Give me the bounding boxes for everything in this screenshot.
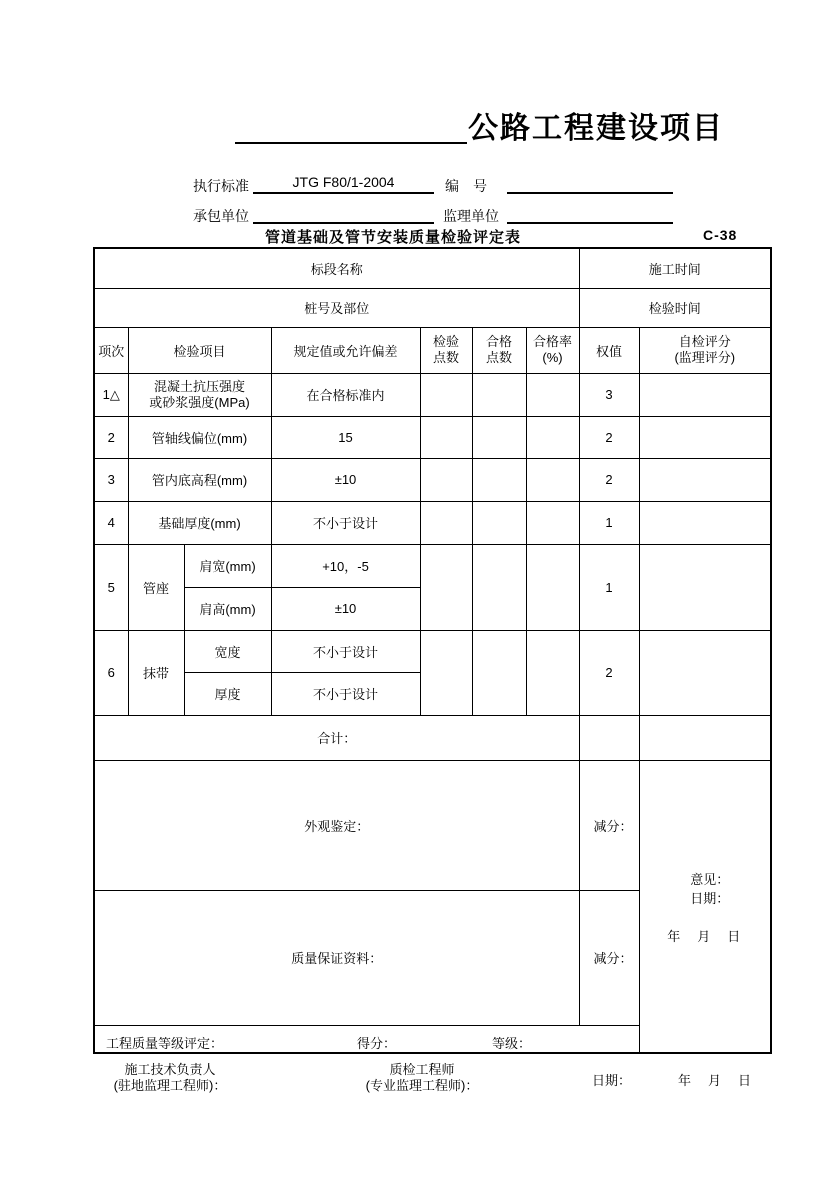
construction-signer-line2: (驻地监理工程师)： — [113, 1078, 227, 1093]
row1-pass-rate — [526, 373, 579, 416]
row1-spec: 在合格标准内 — [271, 373, 420, 416]
col-pass-points: 合格 点数 — [472, 327, 526, 373]
table-row — [94, 373, 771, 416]
row3-pass-rate — [526, 458, 579, 501]
footer-ymd: 年 月 日 — [678, 1073, 754, 1088]
number-blank — [507, 173, 673, 194]
row3-pass-points — [472, 458, 526, 501]
row6a-spec: 不小于设计 — [271, 630, 420, 672]
opinion-label: 意见： — [690, 872, 730, 888]
row6b-spec: 不小于设计 — [271, 672, 420, 715]
col-spec: 规定值或允许偏差 — [271, 327, 420, 373]
quality-assurance-label: 质量保证资料： — [94, 890, 579, 1025]
row5-group: 管座 — [128, 544, 184, 630]
inspection-time-cell: 检验时间 — [579, 288, 771, 327]
row5-pass-points — [472, 544, 526, 630]
total-weight-cell — [579, 715, 639, 760]
row2-check-points — [420, 416, 472, 458]
row3-item: 管内底高程(mm) — [128, 458, 271, 501]
total-label: 合计： — [94, 715, 579, 760]
col-check-points: 检验 点数 — [420, 327, 472, 373]
row2-score — [639, 416, 771, 458]
grade-cell — [94, 1025, 639, 1053]
row4-item: 基础厚度(mm) — [128, 501, 271, 544]
supervisor-label: 监理单位 — [443, 208, 499, 224]
row3-no: 3 — [94, 458, 128, 501]
form-code: C-38 — [703, 227, 738, 243]
row5a-spec: +10，-5 — [271, 544, 420, 587]
construction-signer-line1: 施工技术负责人 — [124, 1062, 216, 1077]
row6a-item: 宽度 — [184, 630, 271, 672]
info-row-1 — [94, 248, 771, 288]
row2-weight: 2 — [579, 416, 639, 458]
row4-score — [639, 501, 771, 544]
row5b-item: 肩高(mm) — [184, 587, 271, 630]
row5a-item: 肩宽(mm) — [184, 544, 271, 587]
row1-item: 混凝土抗压强度 或砂浆强度(MPa) — [128, 373, 271, 416]
col-item: 检验项目 — [128, 327, 271, 373]
section-name-cell: 标段名称 — [94, 248, 579, 288]
row1-weight: 3 — [579, 373, 639, 416]
row2-pass-points — [472, 416, 526, 458]
row1-no: 1△ — [94, 373, 128, 416]
quality-deduction-label: 减分： — [579, 890, 639, 1025]
contractor-blank — [253, 203, 434, 224]
row6-group: 抹带 — [128, 630, 184, 715]
header-row — [94, 327, 771, 373]
level-label: 等级： — [492, 1035, 532, 1051]
row6b-item: 厚度 — [184, 672, 271, 715]
appearance-label: 外观鉴定： — [94, 760, 579, 890]
qc-engineer-line2: (专业监理工程师)： — [365, 1078, 479, 1093]
qc-engineer-line1: 质检工程师 — [389, 1062, 455, 1077]
row6-no: 6 — [94, 630, 128, 715]
row4-spec: 不小于设计 — [271, 501, 420, 544]
col-pass-rate: 合格率 (%) — [526, 327, 579, 373]
total-row — [94, 715, 771, 760]
table-row — [94, 630, 771, 672]
opinion-ymd: 年 月 日 — [667, 929, 743, 945]
col-score: 自检评分 (监理评分) — [639, 327, 771, 373]
row5-score — [639, 544, 771, 630]
row2-item: 管轴线偏位(mm) — [128, 416, 271, 458]
number-label: 编 号 — [445, 178, 487, 194]
opinion-date-label: 日期： — [690, 891, 730, 907]
opinion-cell — [639, 760, 771, 1053]
row6-weight: 2 — [579, 630, 639, 715]
table-caption: 管道基础及管节安装质量检验评定表 — [265, 229, 522, 246]
row4-pass-rate — [526, 501, 579, 544]
appearance-deduction-label: 减分： — [579, 760, 639, 890]
row5-pass-rate — [526, 544, 579, 630]
col-no: 项次 — [94, 327, 128, 373]
inspection-table — [93, 247, 772, 1054]
title-blank-underline — [235, 125, 467, 144]
row4-pass-points — [472, 501, 526, 544]
row5-weight: 1 — [579, 544, 639, 630]
table-row — [94, 501, 771, 544]
row6-score — [639, 630, 771, 715]
standard-label: 执行标准 — [193, 178, 249, 194]
construction-time-cell: 施工时间 — [579, 248, 771, 288]
score-label: 得分： — [357, 1035, 397, 1051]
footer-date-label: 日期： — [592, 1073, 632, 1088]
row2-spec: 15 — [271, 416, 420, 458]
row6-check-points — [420, 630, 472, 715]
row1-score — [639, 373, 771, 416]
row3-spec: ±10 — [271, 458, 420, 501]
row4-weight: 1 — [579, 501, 639, 544]
page-title: 公路工程建设项目 — [468, 112, 724, 145]
row4-check-points — [420, 501, 472, 544]
row4-no: 4 — [94, 501, 128, 544]
qc-engineer-block — [337, 1062, 507, 1094]
contractor-label: 承包单位 — [193, 208, 249, 224]
row3-check-points — [420, 458, 472, 501]
standard-value: JTG F80/1-2004 — [253, 173, 434, 194]
total-score-cell — [639, 715, 771, 760]
table-row — [94, 544, 771, 587]
row1-pass-points — [472, 373, 526, 416]
appearance-row — [94, 760, 771, 890]
info-row-2 — [94, 288, 771, 327]
grade-label: 工程质量等级评定： — [106, 1035, 224, 1051]
col-weight: 权值 — [579, 327, 639, 373]
row2-pass-rate — [526, 416, 579, 458]
table-row — [94, 416, 771, 458]
construction-signer-block — [85, 1062, 255, 1094]
row3-score — [639, 458, 771, 501]
row2-no: 2 — [94, 416, 128, 458]
row5b-spec: ±10 — [271, 587, 420, 630]
row5-check-points — [420, 544, 472, 630]
station-part-cell: 桩号及部位 — [94, 288, 579, 327]
table-row — [94, 458, 771, 501]
row5-no: 5 — [94, 544, 128, 630]
row6-pass-points — [472, 630, 526, 715]
row6-pass-rate — [526, 630, 579, 715]
supervisor-blank — [507, 203, 673, 224]
row3-weight: 2 — [579, 458, 639, 501]
row1-check-points — [420, 373, 472, 416]
